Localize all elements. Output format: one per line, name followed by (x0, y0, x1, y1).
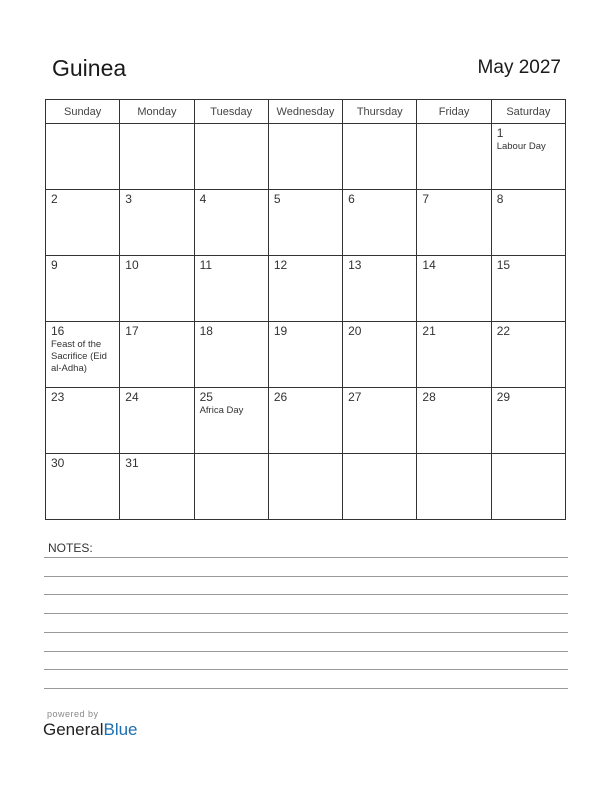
day-cell (46, 124, 120, 190)
note-line (44, 669, 568, 670)
day-number: 27 (348, 390, 362, 404)
day-cell (343, 256, 417, 322)
day-cell (491, 454, 565, 520)
day-number: 4 (199, 192, 207, 206)
note-line (44, 557, 568, 558)
day-cell (343, 388, 417, 454)
day-cell (417, 454, 491, 520)
powered-by-text: powered by (47, 709, 99, 719)
day-number: 18 (199, 324, 213, 338)
day-cell (120, 256, 194, 322)
day-cell (491, 124, 565, 190)
day-number: 12 (273, 258, 288, 272)
day-number: 17 (125, 324, 139, 338)
day-cell (194, 124, 268, 190)
brand-logo (43, 720, 138, 740)
day-cell (120, 124, 194, 190)
day-number: 11 (199, 258, 213, 272)
day-cell (268, 256, 342, 322)
day-number: 24 (125, 390, 139, 404)
day-number: 13 (348, 258, 362, 272)
week-row (46, 454, 566, 520)
week-row (46, 256, 566, 322)
day-number: 5 (273, 192, 281, 206)
day-cell (46, 322, 120, 388)
day-number: 15 (496, 258, 511, 272)
day-cell (343, 124, 417, 190)
day-number: 28 (422, 390, 436, 404)
note-line (44, 651, 568, 652)
day-number: 20 (348, 324, 362, 338)
day-cell (268, 124, 342, 190)
day-cell (194, 454, 268, 520)
day-cell (194, 388, 268, 454)
day-number: 16 (51, 324, 65, 338)
country-title: Guinea (52, 55, 127, 81)
week-row (46, 124, 566, 190)
day-cell (417, 388, 491, 454)
day-cell (343, 190, 417, 256)
day-number: 29 (496, 390, 511, 404)
day-number: 31 (125, 456, 139, 470)
day-cell (194, 190, 268, 256)
week-row (46, 190, 566, 256)
day-number: 1 (496, 126, 504, 140)
day-cell (194, 322, 268, 388)
weekday-header-row (46, 100, 566, 124)
calendar-body (46, 124, 566, 520)
day-number: 10 (125, 258, 139, 272)
day-cell (417, 124, 491, 190)
weekday-header: Wednesday (268, 100, 342, 124)
day-number: 14 (422, 258, 436, 272)
day-number: 30 (51, 456, 65, 470)
day-cell (46, 388, 120, 454)
weekday-header: Saturday (491, 100, 565, 124)
week-row (46, 388, 566, 454)
day-cell (268, 322, 342, 388)
brand-general: General (43, 720, 104, 739)
weekday-header: Monday (120, 100, 194, 124)
brand-blue: Blue (103, 720, 138, 739)
day-cell (268, 454, 342, 520)
note-line (44, 688, 568, 689)
day-number: 19 (273, 324, 288, 338)
day-cell (343, 454, 417, 520)
day-number: 25 (199, 390, 213, 404)
day-number: 3 (125, 192, 132, 206)
holiday-label: Feast of the Sacrifice (Eid al-Adha) (51, 339, 107, 374)
calendar-grid (45, 99, 566, 520)
holiday-label: Labour Day (496, 141, 546, 152)
day-cell (417, 256, 491, 322)
day-number: 21 (422, 324, 436, 338)
holiday-label: Africa Day (199, 405, 244, 416)
day-cell (491, 190, 565, 256)
note-line (44, 576, 568, 577)
day-cell (120, 322, 194, 388)
day-number: 22 (496, 324, 511, 338)
weekday-header: Friday (417, 100, 491, 124)
day-cell (268, 190, 342, 256)
note-line (44, 632, 568, 633)
day-cell (491, 322, 565, 388)
day-cell (417, 190, 491, 256)
day-cell (343, 322, 417, 388)
day-cell (46, 256, 120, 322)
day-cell (491, 388, 565, 454)
day-cell (268, 388, 342, 454)
month-year-title: May 2027 (477, 57, 561, 78)
day-cell (120, 454, 194, 520)
day-cell (194, 256, 268, 322)
note-line (44, 594, 568, 595)
weekday-header: Tuesday (194, 100, 268, 124)
week-row (46, 322, 566, 388)
day-number: 23 (51, 390, 65, 404)
day-cell (417, 322, 491, 388)
day-number: 9 (51, 258, 58, 272)
day-number: 8 (496, 192, 504, 206)
weekday-header: Thursday (343, 100, 417, 124)
day-number: 26 (273, 390, 288, 404)
notes-label: NOTES: (48, 541, 93, 555)
day-cell (46, 454, 120, 520)
day-number: 6 (348, 192, 355, 206)
note-line (44, 613, 568, 614)
day-cell (120, 388, 194, 454)
day-number: 7 (422, 192, 430, 206)
weekday-header: Sunday (46, 100, 120, 124)
day-cell (491, 256, 565, 322)
day-cell (46, 190, 120, 256)
day-number: 2 (51, 192, 58, 206)
day-cell (120, 190, 194, 256)
